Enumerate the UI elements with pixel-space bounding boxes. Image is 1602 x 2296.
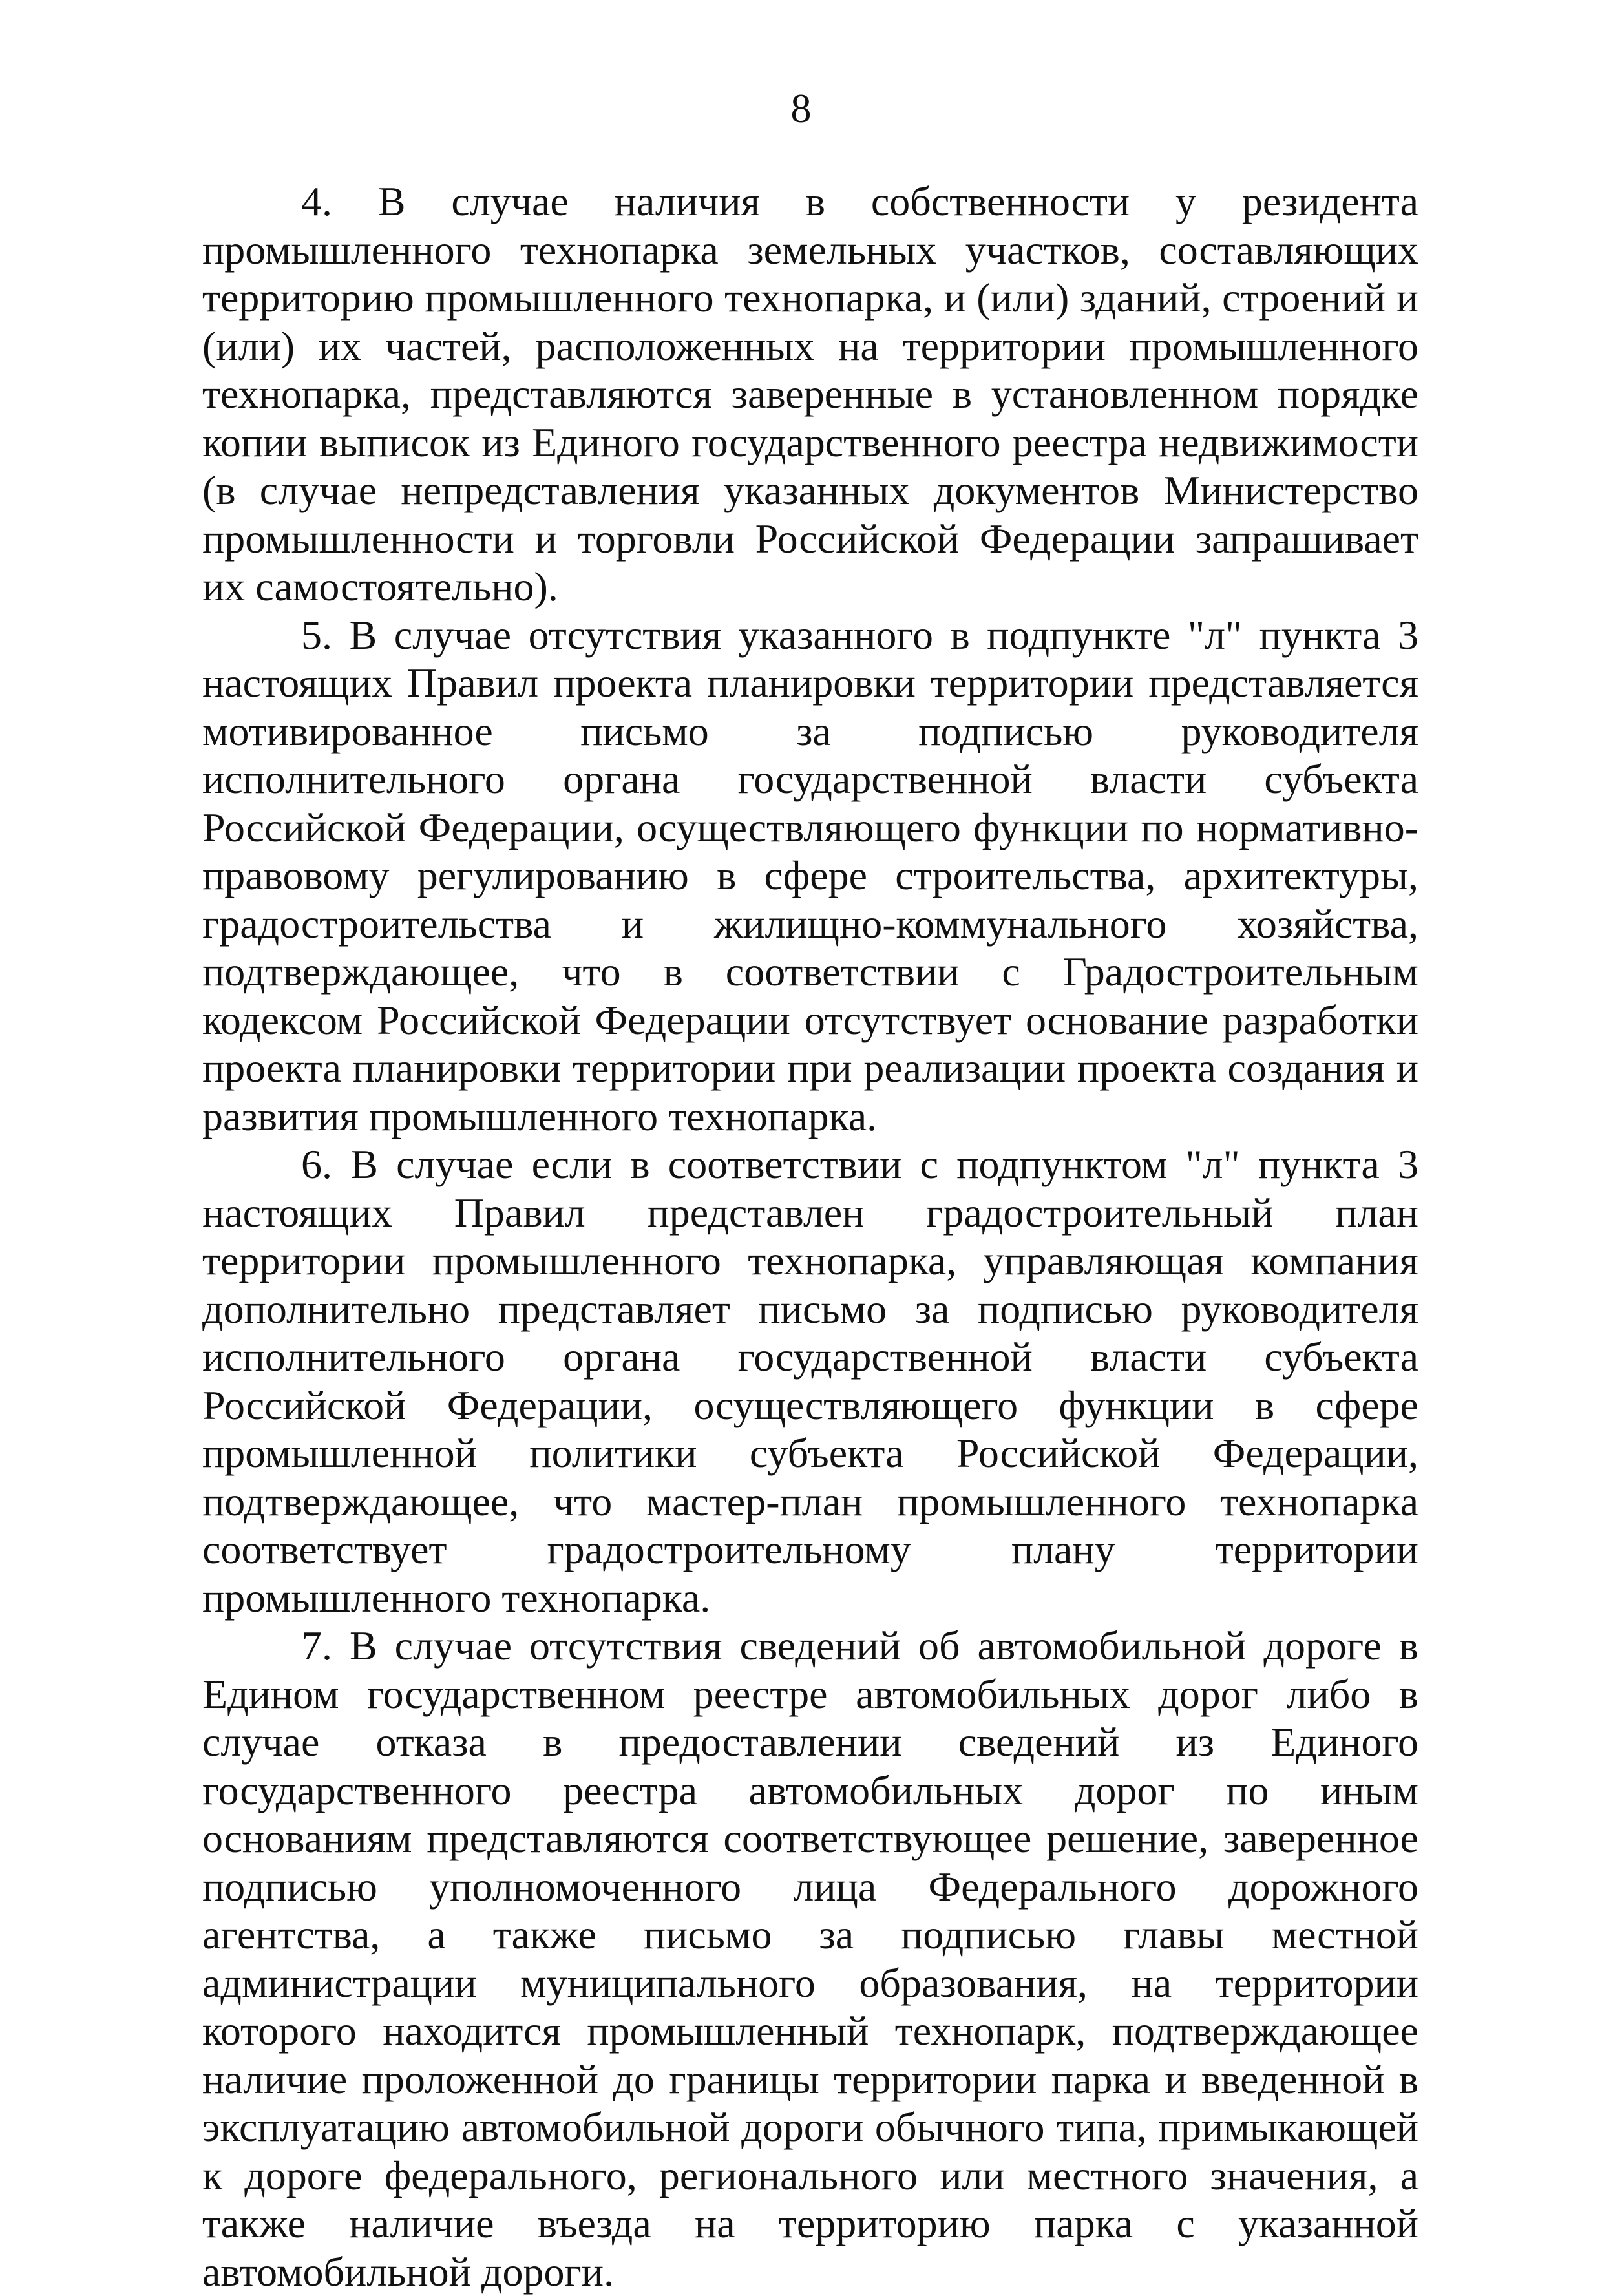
paragraph-5: 5. В случае отсутствия указанного в подпункте "л" пункта 3 настоящих Правил проекта планировки территории представляется мотивированное письмо за подписью руководителя исполнительного органа государственной власти субъекта Российской Федерации, осуществляющего функции по нормативно-правовому регулированию в сфере строительства, архитектуры, градостроительства и жилищно-коммунального хозяйства, подтверждающее, что в соответствии с Градостроительным кодексом Российской Федерации отсутствует основание разработки проекта планировки территории при реализации проекта создания и развития промышленного технопарка. [202,611,1418,1139]
document-body [202,178,1418,2296]
page-number: 8 [790,85,812,131]
paragraph-6: 6. В случае если в соответствии с подпунктом "л" пункта 3 настоящих Правил представлен градостроительный план территории промышленного технопарка, управляющая компания дополнительно представляет письмо за подписью руководителя исполнительного органа государственной власти субъекта Российской Федерации, осуществляющего функции в сфере промышленной политики субъекта Российской Федерации, подтверждающее, что мастер-план промышленного технопарка соответствует градостроительному плану территории промышленного технопарка. [202,1141,1418,1621]
paragraph-7: 7. В случае отсутствия сведений об автомобильной дороге в Едином государственном реестре автомобильных дорог либо в случае отказа в предоставлении сведений из Единого государственного реестра автомобильных дорог по иным основаниям представляются соответствующее решение, заверенное подписью уполномоченного лица Федерального дорожного агентства, а также письмо за подписью главы местной администрации муниципального образования, на территории которого находится промышленный технопарк, подтверждающее наличие проложенной до границы территории парка и введенной в эксплуатацию автомобильной дороги обычного типа, примыкающей к дороге федерального, регионального или местного значения, а также наличие въезда на территорию парка с указанной автомобильной дороги. [202,1623,1418,2295]
paragraph-4: 4. В случае наличия в собственности у резидента промышленного технопарка земельных участков, составляющих территорию промышленного технопарка, и (или) зданий, строений и (или) их частей, расположенных на территории промышленного технопарка, представляются заверенные в установленном порядке копии выписок из Единого государственного реестра недвижимости (в случае непредставления указанных документов Министерство промышленности и торговли Российской Федерации запрашивает их самостоятельно). [202,178,1418,609]
